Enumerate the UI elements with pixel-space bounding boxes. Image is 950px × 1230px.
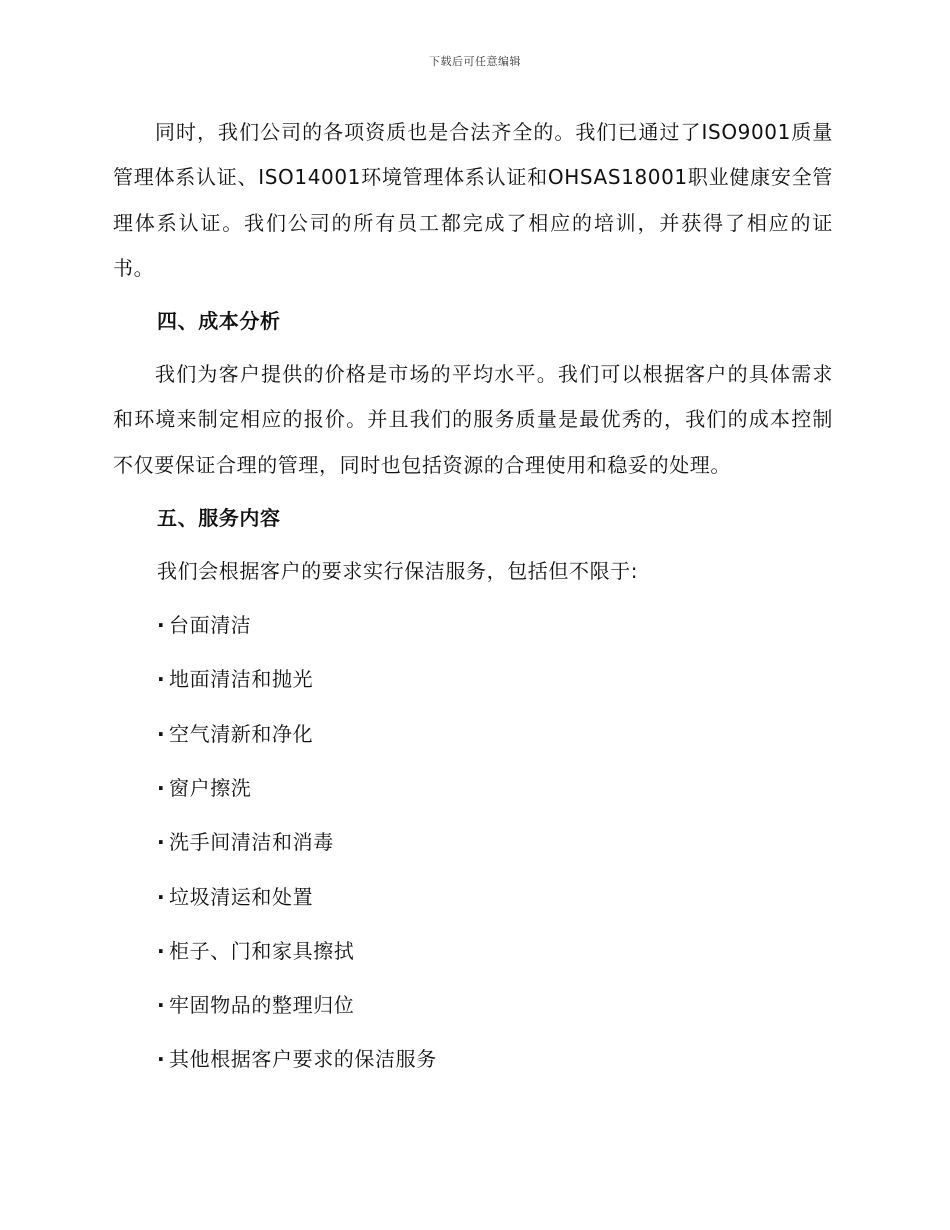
list-item-text: 空气清新和净化 (169, 721, 314, 746)
list-item-text: 其他根据客户要求的保洁服务 (169, 1047, 437, 1072)
bullet-icon: · (157, 667, 166, 692)
list-item-text: 柜子、门和家具擦拭 (169, 938, 355, 963)
bullet-icon: · (157, 884, 166, 909)
list-item-text: 地面清洁和抛光 (169, 667, 314, 692)
list-item (157, 929, 833, 974)
list-item (157, 1037, 833, 1082)
cost-analysis-heading: 四、成本分析 (157, 309, 281, 334)
cost-analysis-paragraph: 我们为客户提供的价格是市场的平均水平。我们可以根据客户的具体需求和环境来制定相应的报价。并且我们的服务质量是最优秀的，我们的成本控制不仅要保证合理的管理，同时也包括资源的合理使用和稳妥的处理。 (113, 362, 833, 477)
bullet-icon: · (157, 993, 166, 1018)
list-item (157, 766, 833, 811)
page-header: 下载后可任意编辑 (429, 55, 521, 68)
bullet-icon: · (157, 830, 166, 855)
bullet-icon: · (157, 721, 166, 746)
list-item (157, 712, 833, 757)
list-item-text: 牢固物品的整理归位 (169, 993, 355, 1018)
list-item-text: 窗户擦洗 (169, 775, 252, 800)
bullet-icon: · (157, 775, 166, 800)
list-item-text: 台面清洁 (169, 613, 252, 638)
service-intro: 我们会根据客户的要求实行保洁服务，包括但不限于: (157, 559, 639, 584)
document-body (113, 110, 833, 1092)
bullet-icon: · (157, 938, 166, 963)
service-list (113, 603, 833, 1082)
list-item-text: 垃圾清运和处置 (169, 884, 314, 909)
service-content-heading: 五、服务内容 (157, 506, 281, 531)
list-item (157, 657, 833, 702)
list-item (157, 983, 833, 1028)
list-item (157, 603, 833, 648)
bullet-icon: · (157, 1047, 166, 1072)
bullet-icon: · (157, 613, 166, 638)
list-item (157, 875, 833, 920)
list-item-text: 洗手间清洁和消毒 (169, 830, 334, 855)
qualification-paragraph: 同时，我们公司的各项资质也是合法齐全的。我们已通过了ISO9001质量管理体系认证、ISO14001环境管理体系认证和OHSAS18001职业健康安全管理体系认证。我们公司的所有员工都完成了相应的培训，并获得了相应的证书。 (113, 120, 833, 280)
list-item (157, 820, 833, 865)
